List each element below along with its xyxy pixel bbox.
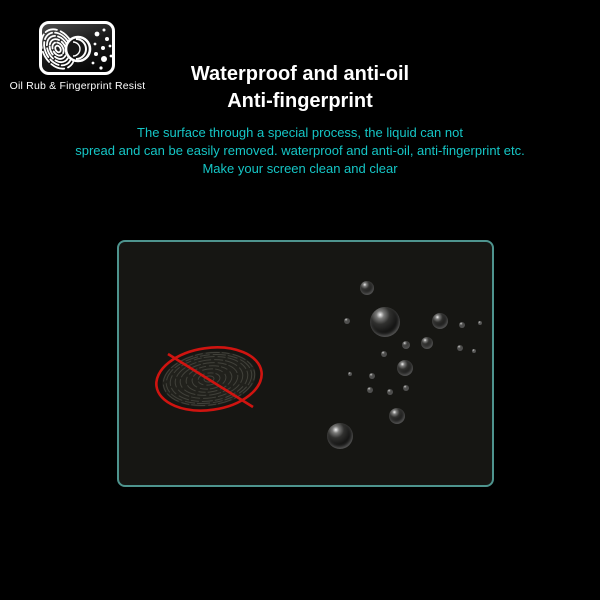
water-droplet xyxy=(369,373,375,379)
water-droplet xyxy=(348,372,352,376)
water-droplet xyxy=(402,341,410,349)
water-droplet xyxy=(370,307,400,337)
water-droplet xyxy=(459,322,465,328)
water-droplet xyxy=(389,408,405,424)
water-droplet xyxy=(387,389,393,395)
description-line-2: spread and can be easily removed. waterproof and anti-oil, anti-fingerprint etc. xyxy=(75,143,525,158)
water-droplet xyxy=(472,349,476,353)
water-droplet xyxy=(457,345,463,351)
water-droplet xyxy=(327,423,353,449)
description-line-1: The surface through a special process, the liquid can not xyxy=(137,125,463,140)
description-line-3: Make your screen clean and clear xyxy=(202,161,398,176)
heading-line-2: Anti-fingerprint xyxy=(227,90,373,112)
water-droplet xyxy=(360,281,374,295)
water-droplet xyxy=(432,313,448,329)
water-droplet xyxy=(367,387,373,393)
description-text xyxy=(0,124,600,178)
page-title xyxy=(0,61,600,115)
water-droplet xyxy=(403,385,409,391)
badge-label: Oil Rub & Fingerprint Resist xyxy=(9,80,146,92)
screen-protector-panel xyxy=(117,240,494,487)
water-droplet xyxy=(478,321,482,325)
heading-line-1: Waterproof and anti-oil xyxy=(190,63,410,85)
water-droplet xyxy=(421,337,433,349)
water-droplet xyxy=(344,318,350,324)
water-droplet xyxy=(397,360,413,376)
droplets-layer xyxy=(119,242,492,485)
water-droplet xyxy=(381,351,387,357)
